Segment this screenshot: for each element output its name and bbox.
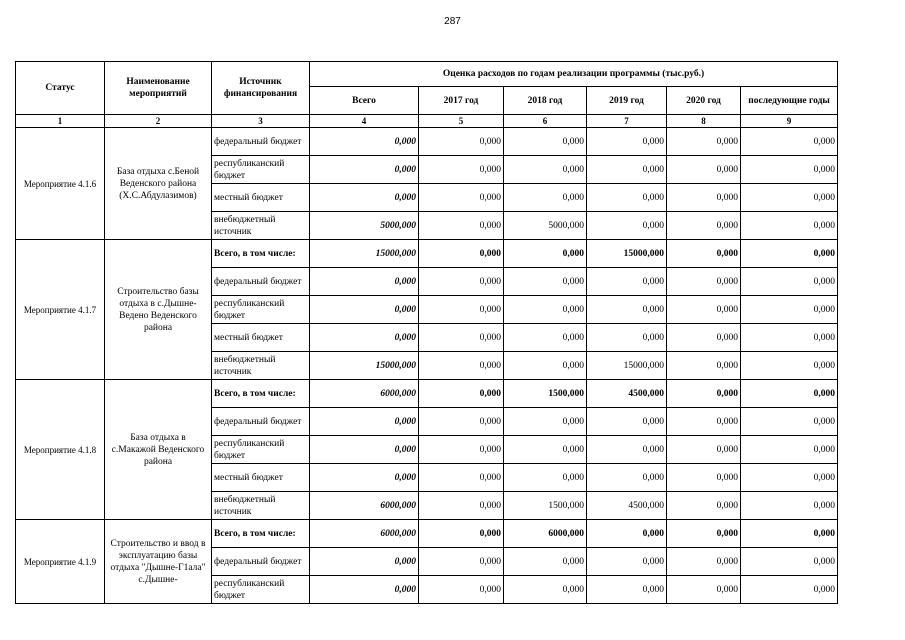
value-cell: 0,000 xyxy=(741,268,838,296)
value-cell: 0,000 xyxy=(587,184,667,212)
value-cell: 0,000 xyxy=(741,324,838,352)
column-number: 9 xyxy=(741,115,838,128)
value-cell: 0,000 xyxy=(741,184,838,212)
event-status: Мероприятие 4.1.6 xyxy=(16,128,105,240)
value-total: 0,000 xyxy=(310,156,419,184)
header-row-top xyxy=(16,62,838,87)
value-cell: 0,000 xyxy=(741,464,838,492)
column-number: 1 xyxy=(16,115,105,128)
value-cell: 0,000 xyxy=(419,548,504,576)
value-cell: 6000,000 xyxy=(504,520,587,548)
funding-source: федеральный бюджет xyxy=(212,548,310,576)
value-cell: 0,000 xyxy=(419,520,504,548)
value-cell: 0,000 xyxy=(667,436,741,464)
value-cell: 0,000 xyxy=(587,576,667,604)
event-status: Мероприятие 4.1.9 xyxy=(16,520,105,604)
event-name: Строительство и ввод в эксплуатацию базы отдыха "Дышне-Г1ала" с.Дышне- xyxy=(105,520,212,604)
value-cell: 0,000 xyxy=(587,324,667,352)
value-cell: 0,000 xyxy=(504,268,587,296)
value-total: 0,000 xyxy=(310,296,419,324)
value-total: 6000,000 xyxy=(310,492,419,520)
value-cell: 0,000 xyxy=(667,352,741,380)
value-cell: 0,000 xyxy=(741,576,838,604)
value-cell: 4500,000 xyxy=(587,380,667,408)
header-2019: 2019 год xyxy=(587,87,667,115)
value-cell: 0,000 xyxy=(504,464,587,492)
funding-source: внебюджетный источник xyxy=(212,492,310,520)
value-cell: 0,000 xyxy=(419,268,504,296)
value-cell: 0,000 xyxy=(419,128,504,156)
value-cell: 1500,000 xyxy=(504,380,587,408)
header-2020: 2020 год xyxy=(667,87,741,115)
value-cell: 15000,000 xyxy=(587,240,667,268)
value-cell: 0,000 xyxy=(419,576,504,604)
header-estimate: Оценка расходов по годам реализации программы (тыс.руб.) xyxy=(310,62,838,87)
value-cell: 0,000 xyxy=(667,408,741,436)
value-cell: 0,000 xyxy=(587,408,667,436)
funding-source: местный бюджет xyxy=(212,324,310,352)
value-cell: 0,000 xyxy=(587,268,667,296)
budget-table xyxy=(15,61,838,604)
column-number: 6 xyxy=(504,115,587,128)
value-total: 15000,000 xyxy=(310,352,419,380)
value-total: 0,000 xyxy=(310,408,419,436)
column-number: 7 xyxy=(587,115,667,128)
value-cell: 0,000 xyxy=(741,380,838,408)
value-cell: 0,000 xyxy=(667,156,741,184)
value-cell: 0,000 xyxy=(741,296,838,324)
value-cell: 0,000 xyxy=(419,240,504,268)
header-source: Источник финансирования xyxy=(212,62,310,115)
value-cell: 0,000 xyxy=(587,128,667,156)
page-number: 287 xyxy=(444,16,461,27)
table-row xyxy=(16,128,838,156)
value-total: 0,000 xyxy=(310,436,419,464)
value-cell: 0,000 xyxy=(667,492,741,520)
funding-source: республиканский бюджет xyxy=(212,436,310,464)
value-cell: 0,000 xyxy=(587,296,667,324)
value-cell: 0,000 xyxy=(504,576,587,604)
value-cell: 0,000 xyxy=(741,212,838,240)
value-cell: 0,000 xyxy=(667,296,741,324)
value-cell: 0,000 xyxy=(419,212,504,240)
value-cell: 0,000 xyxy=(587,520,667,548)
value-cell: 0,000 xyxy=(504,296,587,324)
value-total: 0,000 xyxy=(310,184,419,212)
funding-source: внебюджетный источник xyxy=(212,352,310,380)
event-status: Мероприятие 4.1.8 xyxy=(16,380,105,520)
funding-source: Всего, в том числе: xyxy=(212,520,310,548)
funding-source: федеральный бюджет xyxy=(212,268,310,296)
value-cell: 0,000 xyxy=(667,576,741,604)
funding-source: Всего, в том числе: xyxy=(212,380,310,408)
table-row xyxy=(16,380,838,408)
value-cell: 0,000 xyxy=(504,352,587,380)
value-cell: 0,000 xyxy=(741,156,838,184)
value-total: 0,000 xyxy=(310,128,419,156)
column-number: 8 xyxy=(667,115,741,128)
value-cell: 0,000 xyxy=(419,380,504,408)
value-cell: 0,000 xyxy=(741,492,838,520)
value-total: 0,000 xyxy=(310,268,419,296)
value-cell: 0,000 xyxy=(667,240,741,268)
funding-source: внебюджетный источник xyxy=(212,212,310,240)
funding-source: республиканский бюджет xyxy=(212,576,310,604)
value-cell: 0,000 xyxy=(504,324,587,352)
column-number: 2 xyxy=(105,115,212,128)
value-cell: 0,000 xyxy=(504,184,587,212)
header-2018: 2018 год xyxy=(504,87,587,115)
event-name: Строительство базы отдыха в с.Дышне-Ведено Веденского района xyxy=(105,240,212,380)
value-cell: 0,000 xyxy=(667,184,741,212)
value-cell: 0,000 xyxy=(741,352,838,380)
value-cell: 0,000 xyxy=(741,436,838,464)
value-cell: 0,000 xyxy=(419,156,504,184)
column-number-row xyxy=(16,115,838,128)
value-total: 0,000 xyxy=(310,324,419,352)
value-cell: 0,000 xyxy=(741,128,838,156)
value-total: 15000,000 xyxy=(310,240,419,268)
table-row xyxy=(16,240,838,268)
event-status: Мероприятие 4.1.7 xyxy=(16,240,105,380)
column-number: 5 xyxy=(419,115,504,128)
value-cell: 0,000 xyxy=(419,436,504,464)
value-cell: 5000,000 xyxy=(504,212,587,240)
header-name: Наименование мероприятий xyxy=(105,62,212,115)
funding-source: местный бюджет xyxy=(212,184,310,212)
value-cell: 0,000 xyxy=(741,240,838,268)
value-cell: 0,000 xyxy=(504,408,587,436)
funding-source: республиканский бюджет xyxy=(212,156,310,184)
value-cell: 0,000 xyxy=(504,548,587,576)
value-cell: 0,000 xyxy=(419,296,504,324)
header-later: последующие годы xyxy=(741,87,838,115)
funding-source: федеральный бюджет xyxy=(212,408,310,436)
value-cell: 0,000 xyxy=(667,268,741,296)
value-cell: 0,000 xyxy=(587,464,667,492)
funding-source: местный бюджет xyxy=(212,464,310,492)
value-cell: 0,000 xyxy=(504,156,587,184)
value-cell: 0,000 xyxy=(667,464,741,492)
value-cell: 0,000 xyxy=(587,212,667,240)
value-cell: 0,000 xyxy=(504,128,587,156)
value-cell: 0,000 xyxy=(587,548,667,576)
value-cell: 0,000 xyxy=(741,548,838,576)
value-cell: 0,000 xyxy=(741,520,838,548)
column-number: 3 xyxy=(212,115,310,128)
value-cell: 0,000 xyxy=(667,128,741,156)
value-cell: 0,000 xyxy=(419,184,504,212)
value-cell: 0,000 xyxy=(419,408,504,436)
value-total: 0,000 xyxy=(310,576,419,604)
funding-source: федеральный бюджет xyxy=(212,128,310,156)
funding-source: республиканский бюджет xyxy=(212,296,310,324)
value-cell: 0,000 xyxy=(587,156,667,184)
value-cell: 15000,000 xyxy=(587,352,667,380)
header-status: Статус xyxy=(16,62,105,115)
value-cell: 0,000 xyxy=(667,380,741,408)
value-cell: 0,000 xyxy=(667,212,741,240)
value-total: 0,000 xyxy=(310,464,419,492)
header-2017: 2017 год xyxy=(419,87,504,115)
value-cell: 0,000 xyxy=(419,492,504,520)
value-cell: 0,000 xyxy=(667,324,741,352)
value-total: 6000,000 xyxy=(310,380,419,408)
value-cell: 0,000 xyxy=(504,240,587,268)
value-cell: 4500,000 xyxy=(587,492,667,520)
value-total: 0,000 xyxy=(310,548,419,576)
value-cell: 0,000 xyxy=(419,352,504,380)
value-cell: 0,000 xyxy=(587,436,667,464)
value-cell: 0,000 xyxy=(504,436,587,464)
value-total: 5000,000 xyxy=(310,212,419,240)
value-total: 6000,000 xyxy=(310,520,419,548)
header-total: Всего xyxy=(310,87,419,115)
value-cell: 0,000 xyxy=(667,520,741,548)
event-name: База отдыха с.Беной Веденского района (Х.С.Абдулазимов) xyxy=(105,128,212,240)
value-cell: 0,000 xyxy=(419,464,504,492)
column-number: 4 xyxy=(310,115,419,128)
event-name: База отдыха в с.Макажой Веденского района xyxy=(105,380,212,520)
funding-source: Всего, в том числе: xyxy=(212,240,310,268)
value-cell: 0,000 xyxy=(741,408,838,436)
value-cell: 1500,000 xyxy=(504,492,587,520)
value-cell: 0,000 xyxy=(667,548,741,576)
value-cell: 0,000 xyxy=(419,324,504,352)
table-row xyxy=(16,520,838,548)
